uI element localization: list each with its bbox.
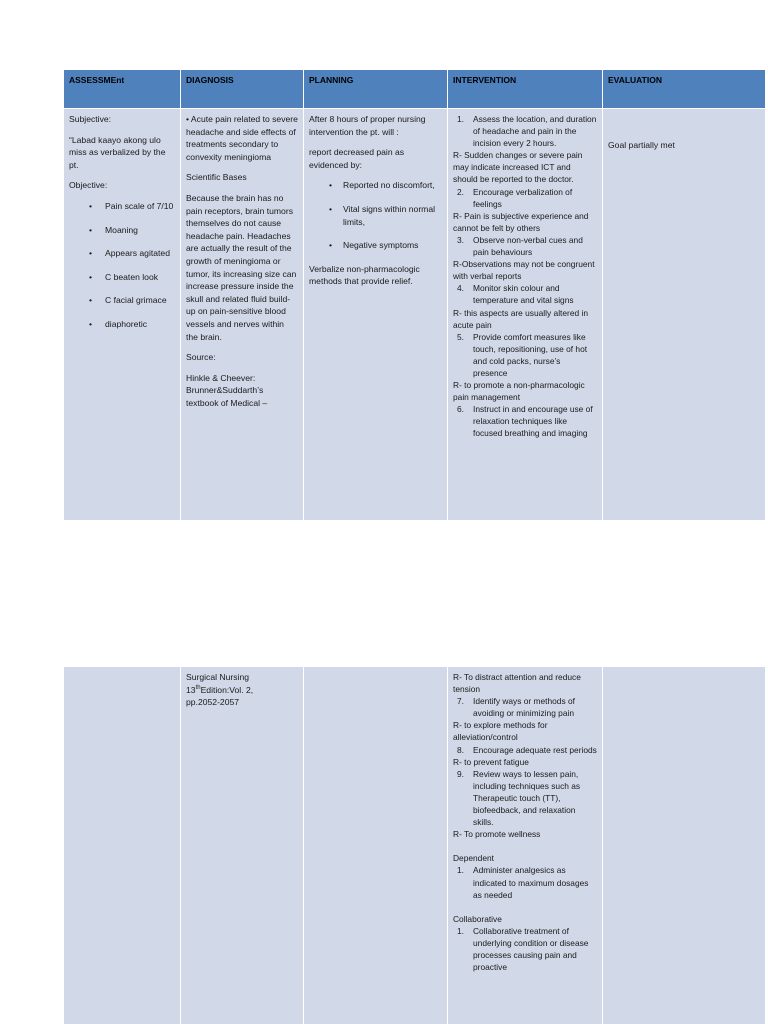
scientific-bases-text: Because the brain has no pain receptors, brain tumors themselves do not cause headache pain. Headaches are actually the result of the growth of meningioma or tumor, its increasing size can increase pressure inside the skull and related fluid build-up on pain-sensitive blood vessels and nerves within the brain. bbox=[186, 192, 297, 342]
planning-report: report decreased pain as evidenced by: bbox=[309, 147, 405, 170]
planning-intro: After 8 hours of proper nursing intervention the pt. will : bbox=[309, 114, 426, 137]
rationale-2: R- Pain is subjective experience and cannot be felt by others bbox=[453, 210, 589, 233]
intervention-item-4: 4. Monitor skin colour and temperature and vital signs bbox=[457, 283, 574, 306]
source-label: Source: bbox=[186, 352, 216, 363]
table-body-row-2 bbox=[64, 667, 765, 1024]
rationale-5: R- to promote a non-pharmacologic pain management bbox=[453, 380, 585, 403]
list-item: • C beaten look bbox=[69, 271, 175, 284]
table-header-row bbox=[64, 70, 765, 108]
source-continued-3: pp.2052-2057 bbox=[186, 697, 240, 708]
planning-cell-continued bbox=[304, 667, 448, 1024]
header-planning: PLANNING bbox=[304, 70, 448, 108]
list-item: • Vital signs within normal limits, bbox=[309, 203, 442, 228]
diagnosis-statement: • Acute pain related to severe headache and side effects of treatments secondary to convexity meningioma bbox=[186, 114, 298, 162]
list-item: • Pain scale of 7/10 bbox=[69, 200, 175, 213]
scientific-bases-label: Scientific Bases bbox=[186, 172, 247, 183]
header-intervention: INTERVENTION bbox=[448, 70, 603, 108]
intervention-item-6: 6. Instruct in and encourage use of relaxation techniques like focused breathing and imaging bbox=[457, 404, 593, 439]
planning-cell bbox=[304, 109, 448, 520]
diagnosis-cell-continued bbox=[181, 667, 304, 1024]
collaborative-label: Collaborative bbox=[453, 913, 502, 924]
objective-list bbox=[69, 200, 175, 331]
collaborative-item-1: 1. Collaborative treatment of underlying condition or disease processes causing pain and proactive bbox=[457, 925, 589, 973]
rationale-9: R- To promote wellness bbox=[453, 829, 541, 840]
rationale-8: R- to prevent fatigue bbox=[453, 756, 529, 767]
rationale-4: R- this aspects are usually altered in acute pain bbox=[453, 307, 588, 330]
dependent-item-1: 1. Administer analgesics as indicated to maximum dosages as needed bbox=[457, 865, 589, 900]
header-assessment: ASSESSMEnt bbox=[64, 70, 181, 108]
evaluation-cell-continued bbox=[603, 667, 765, 1024]
source-text: Hinkle & Cheever: Brunner&Suddarth’s textbook of Medical – bbox=[186, 372, 268, 408]
rationale-6: R- To distract attention and reduce tension bbox=[453, 672, 581, 695]
evaluation-text: Goal partially met bbox=[608, 140, 675, 150]
list-item: • Negative symptoms bbox=[309, 239, 442, 252]
header-diagnosis: DIAGNOSIS bbox=[181, 70, 304, 108]
objective-label: Objective: bbox=[69, 180, 108, 191]
intervention-item-8: 8. Encourage adequate rest periods bbox=[457, 744, 597, 755]
intervention-item-7: 7. Identify ways or methods of avoiding or minimizing pain bbox=[457, 696, 575, 719]
diagnosis-cell bbox=[181, 109, 304, 520]
rationale-7: R- to explore methods for alleviation/control bbox=[453, 720, 548, 743]
assessment-cell bbox=[64, 109, 181, 520]
source-continued-1: Surgical Nursing bbox=[186, 672, 250, 682]
list-item: • C facial grimace bbox=[69, 294, 175, 307]
list-item: • diaphoretic bbox=[69, 318, 175, 331]
rationale-3: R-Observations may not be congruent with verbal reports bbox=[453, 259, 595, 282]
source-continued-2: 13thEdition:Vol. 2, bbox=[186, 684, 254, 695]
intervention-item-1: 1. Assess the location, and duration of headache and pain in the incision every 2 hours. bbox=[457, 114, 597, 149]
list-item: • Reported no discomfort, bbox=[309, 179, 442, 192]
intervention-item-9: 9. Review ways to lessen pain, including techniques such as Therapeutic touch (TT), biofeedback, and relaxation skills. bbox=[457, 768, 581, 828]
intervention-item-5: 5. Provide comfort measures like touch, repositioning, use of hot and cold packs, nurse’s presence bbox=[457, 331, 588, 378]
intervention-item-2: 2. Encourage verbalization of feelings bbox=[457, 186, 573, 209]
intervention-item-3: 3. Observe non-verbal cues and pain behaviours bbox=[457, 234, 583, 258]
subjective-label: Subjective: bbox=[69, 114, 112, 124]
dependent-label: Dependent bbox=[453, 853, 494, 864]
assessment-cell-continued bbox=[64, 667, 181, 1024]
intervention-cell bbox=[448, 109, 603, 520]
subjective-text: “Labad kaayo akong ulo miss as verbalized by the pt. bbox=[69, 134, 166, 170]
planning-verbalize: Verbalize non-pharmacologic methods that provide relief. bbox=[309, 263, 420, 287]
header-evaluation: EVALUATION bbox=[608, 75, 662, 85]
rationale-1: R- Sudden changes or severe pain may indicate increased ICT and should be reported to the doctor. bbox=[453, 150, 583, 185]
intervention-cell-continued bbox=[448, 667, 603, 1024]
table-body-row-1 bbox=[64, 109, 765, 520]
evaluation-cell bbox=[603, 109, 765, 520]
list-item: • Moaning bbox=[69, 224, 175, 237]
planning-list bbox=[309, 179, 442, 251]
list-item: • Appears agitated bbox=[69, 247, 175, 260]
